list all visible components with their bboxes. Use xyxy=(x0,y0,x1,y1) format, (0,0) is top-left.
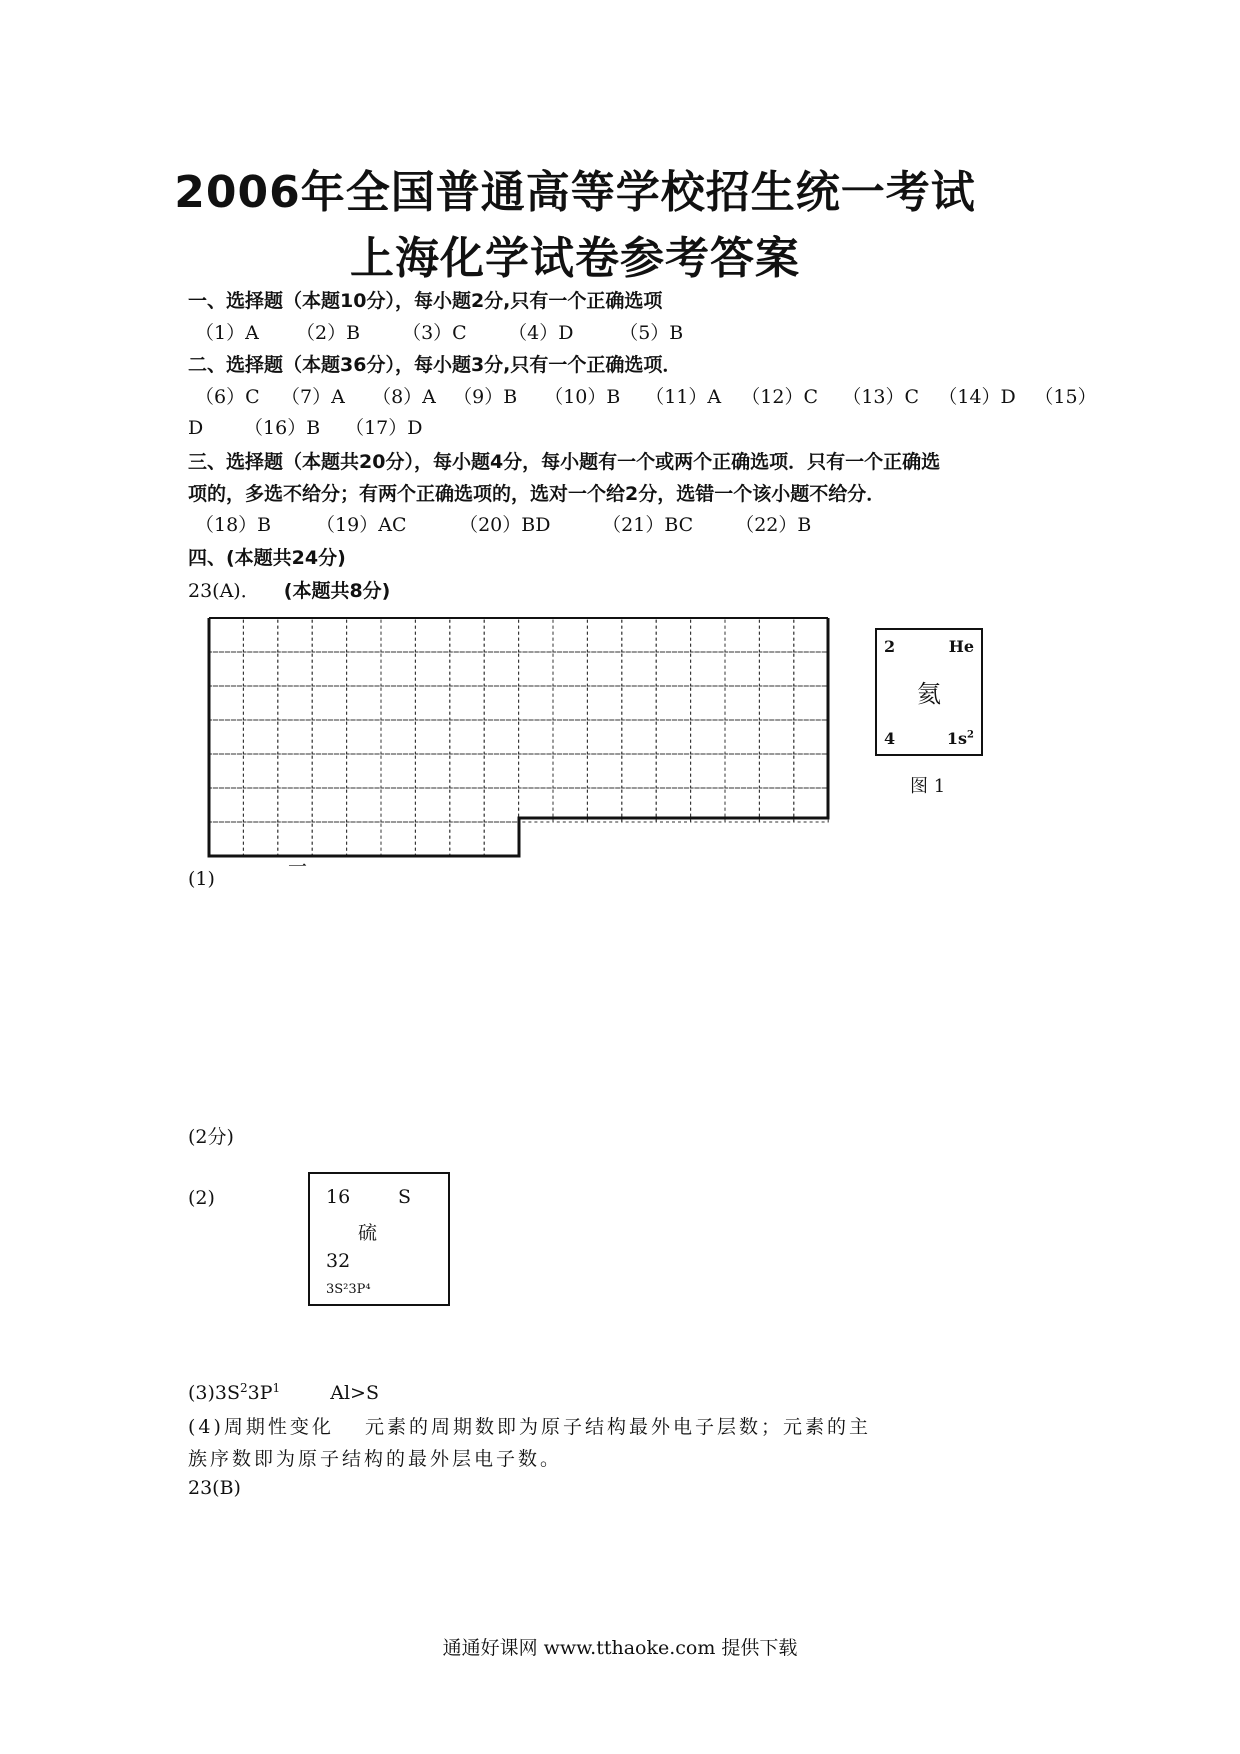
part1-mark: 一 xyxy=(288,856,308,878)
grid-cell xyxy=(278,720,312,754)
grid-cell xyxy=(622,652,656,686)
grid-cell xyxy=(553,720,587,754)
part4-line1: (4)周期性变化 元素的周期数即为原子结构最外电子层数；元素的主 xyxy=(188,1416,871,1438)
grid-cell xyxy=(209,652,243,686)
grid-cell xyxy=(553,754,587,788)
section1-heading: 一、选择题（本题10分），每小题2分,只有一个正确选项 xyxy=(188,290,663,312)
answer-item: （10）B xyxy=(544,386,621,408)
grid-cell xyxy=(243,822,277,856)
grid-cell xyxy=(759,686,793,720)
electron-config xyxy=(947,729,974,748)
part1-label: (1) xyxy=(188,868,215,890)
q23a-number: 23(A)． xyxy=(188,580,260,602)
grid-cell xyxy=(725,618,759,652)
grid-cell xyxy=(209,754,243,788)
periodic-table-grid xyxy=(205,612,845,862)
answer-item: （20）BD xyxy=(459,514,551,536)
grid-cell xyxy=(450,754,484,788)
element-symbol: S xyxy=(398,1186,412,1208)
answer-item: （4）D xyxy=(508,322,574,344)
answer-item: （16）B xyxy=(244,417,321,439)
part3-sup-2: 1 xyxy=(272,1381,281,1395)
part3-answer xyxy=(188,1381,379,1404)
grid-cell xyxy=(759,720,793,754)
grid-cell xyxy=(278,618,312,652)
grid-cell xyxy=(278,652,312,686)
page-title: 2006年全国普通高等学校招生统一考试 xyxy=(174,167,976,218)
grid-cell xyxy=(484,822,518,856)
answer-item: （15） xyxy=(1034,386,1097,408)
part1-points: (2分) xyxy=(188,1126,234,1148)
sulfur-element-card xyxy=(308,1172,450,1306)
grid-cell xyxy=(622,754,656,788)
page-subtitle: 上海化学试卷参考答案 xyxy=(350,233,800,284)
answer-item: （6）C xyxy=(195,386,260,408)
grid-cell xyxy=(415,822,449,856)
section3-answers xyxy=(195,510,811,537)
grid-cell xyxy=(278,788,312,822)
grid-cell xyxy=(725,652,759,686)
part3-sup-1: 2 xyxy=(240,1381,248,1395)
grid-cell xyxy=(209,788,243,822)
grid-cell xyxy=(656,618,690,652)
answer-item: （8）A xyxy=(372,386,436,408)
element-symbol: He xyxy=(948,637,974,656)
part2-label: (2) xyxy=(188,1187,215,1209)
grid-cell xyxy=(725,754,759,788)
grid-cell xyxy=(450,822,484,856)
grid-cell xyxy=(381,754,415,788)
answer-item: （2）B xyxy=(296,322,361,344)
grid-cell xyxy=(209,720,243,754)
grid-cell xyxy=(243,618,277,652)
answer-item: （21）BC xyxy=(602,514,694,536)
grid-cell xyxy=(450,686,484,720)
grid-cell xyxy=(484,686,518,720)
grid-cell xyxy=(347,822,381,856)
grid-cell xyxy=(553,686,587,720)
grid-cell xyxy=(587,720,621,754)
grid-cell xyxy=(312,618,346,652)
atomic-number: 16 xyxy=(326,1186,351,1208)
grid-cell xyxy=(484,754,518,788)
answer-item: （5）B xyxy=(619,322,684,344)
grid-cell xyxy=(243,686,277,720)
figure-caption: 图 1 xyxy=(910,776,946,797)
grid-cell xyxy=(278,822,312,856)
q23b-label: 23(B) xyxy=(188,1477,241,1499)
q23a-points: (本题共8分) xyxy=(283,580,391,602)
grid-cell xyxy=(450,618,484,652)
section2-answers-line1 xyxy=(195,382,1097,409)
footer-credit: 通通好课网 www.tthaoke.com 提供下载 xyxy=(442,1637,798,1659)
grid-cell xyxy=(519,652,553,686)
answer-item: （11）A xyxy=(645,386,722,408)
answer-item: D xyxy=(188,417,204,439)
grid-cell xyxy=(794,686,828,720)
grid-cell xyxy=(209,686,243,720)
part4-line2: 族序数即为原子结构的最外层电子数。 xyxy=(188,1448,563,1470)
helium-element-card xyxy=(875,628,983,756)
grid-cell xyxy=(794,618,828,652)
grid-cell xyxy=(759,618,793,652)
grid-cell xyxy=(312,822,346,856)
part3-compare: Al>S xyxy=(330,1382,379,1405)
grid-cell xyxy=(209,822,243,856)
grid-cell xyxy=(794,720,828,754)
atomic-number: 2 xyxy=(884,637,896,656)
grid-cell xyxy=(209,618,243,652)
config-sup: 2 xyxy=(967,729,974,741)
grid-cell xyxy=(725,686,759,720)
grid-cell xyxy=(484,618,518,652)
grid-cell xyxy=(243,720,277,754)
section2-answers-line2 xyxy=(188,413,423,440)
grid-cell xyxy=(553,652,587,686)
grid-cell xyxy=(759,754,793,788)
grid-cell xyxy=(691,686,725,720)
grid-cell xyxy=(415,788,449,822)
answer-item: （9）B xyxy=(453,386,518,408)
grid-cell xyxy=(312,652,346,686)
grid-cell xyxy=(243,652,277,686)
answer-item: （19）AC xyxy=(316,514,407,536)
answer-item: （22）B xyxy=(735,514,812,536)
grid-cell xyxy=(381,788,415,822)
grid-cell xyxy=(794,652,828,686)
grid-cell xyxy=(519,754,553,788)
answer-item: （13）C xyxy=(842,386,920,408)
grid-cell xyxy=(381,652,415,686)
grid-cell xyxy=(415,618,449,652)
grid-cell xyxy=(347,618,381,652)
answer-item: （17）D xyxy=(345,417,423,439)
grid-cell xyxy=(587,618,621,652)
grid-cell xyxy=(656,754,690,788)
atomic-mass: 4 xyxy=(884,729,896,748)
grid-cell xyxy=(691,754,725,788)
part3-config-2: 3P xyxy=(247,1382,273,1405)
config-base: 1s xyxy=(946,729,968,748)
grid-cell xyxy=(450,788,484,822)
grid-cell xyxy=(243,788,277,822)
answer-item: （12）C xyxy=(741,386,818,408)
element-name: 氦 xyxy=(917,680,941,708)
grid-cell xyxy=(347,788,381,822)
electron-config: 3S²3P⁴ xyxy=(326,1282,371,1294)
grid-cell xyxy=(484,788,518,822)
section4-heading: 四、(本题共24分) xyxy=(188,547,346,569)
grid-cell xyxy=(622,686,656,720)
grid-cell xyxy=(587,686,621,720)
grid-cell xyxy=(622,720,656,754)
section3-heading-line1: 三、选择题（本题共20分），每小题4分，每小题有一个或两个正确选项．只有一个正确选 xyxy=(188,451,941,473)
grid-cell xyxy=(519,686,553,720)
grid-cell xyxy=(519,720,553,754)
grid-cell xyxy=(381,618,415,652)
atomic-mass: 32 xyxy=(326,1250,351,1272)
grid-cell xyxy=(691,618,725,652)
grid-cell xyxy=(484,720,518,754)
grid-cell xyxy=(312,788,346,822)
grid-cell xyxy=(794,754,828,788)
grid-cell xyxy=(450,720,484,754)
section2-heading: 二、选择题（本题36分），每小题3分,只有一个正确选项． xyxy=(188,354,682,376)
grid-cell xyxy=(484,652,518,686)
element-name: 硫 xyxy=(358,1222,378,1244)
grid-cell xyxy=(415,652,449,686)
grid-cell xyxy=(381,822,415,856)
answer-item: （1）A xyxy=(195,322,259,344)
grid-cell xyxy=(759,652,793,686)
grid-cell xyxy=(347,686,381,720)
grid-cell xyxy=(312,720,346,754)
grid-cell xyxy=(243,754,277,788)
grid-cell xyxy=(519,618,553,652)
grid-cell xyxy=(656,686,690,720)
grid-cell xyxy=(278,754,312,788)
grid-cell xyxy=(347,720,381,754)
grid-cell xyxy=(415,686,449,720)
grid-cell xyxy=(622,618,656,652)
grid-cell xyxy=(691,720,725,754)
grid-cell xyxy=(347,652,381,686)
grid-cell xyxy=(725,720,759,754)
grid-cell xyxy=(656,720,690,754)
part3-config-1: (3)3S xyxy=(188,1382,241,1405)
grid-cell xyxy=(312,754,346,788)
grid-cell xyxy=(312,686,346,720)
q23a-label xyxy=(188,576,390,603)
grid-cell xyxy=(450,652,484,686)
section3-heading-line2: 项的，多选不给分；有两个正确选项的，选对一个给2分，选错一个该小题不给分． xyxy=(188,483,886,505)
grid-cell xyxy=(381,686,415,720)
section1-answers xyxy=(195,318,683,345)
grid-cell xyxy=(691,652,725,686)
grid-cell xyxy=(587,754,621,788)
answer-item: （3）C xyxy=(402,322,467,344)
grid-cell xyxy=(347,754,381,788)
grid-cell xyxy=(415,720,449,754)
answer-item: （14）D xyxy=(938,386,1016,408)
grid-cell xyxy=(278,686,312,720)
answer-item: （7）A xyxy=(281,386,345,408)
grid-cell xyxy=(656,652,690,686)
grid-cell xyxy=(381,720,415,754)
answer-item: （18）B xyxy=(195,514,272,536)
grid-cell xyxy=(587,652,621,686)
grid-cell xyxy=(553,618,587,652)
grid-cell xyxy=(415,754,449,788)
